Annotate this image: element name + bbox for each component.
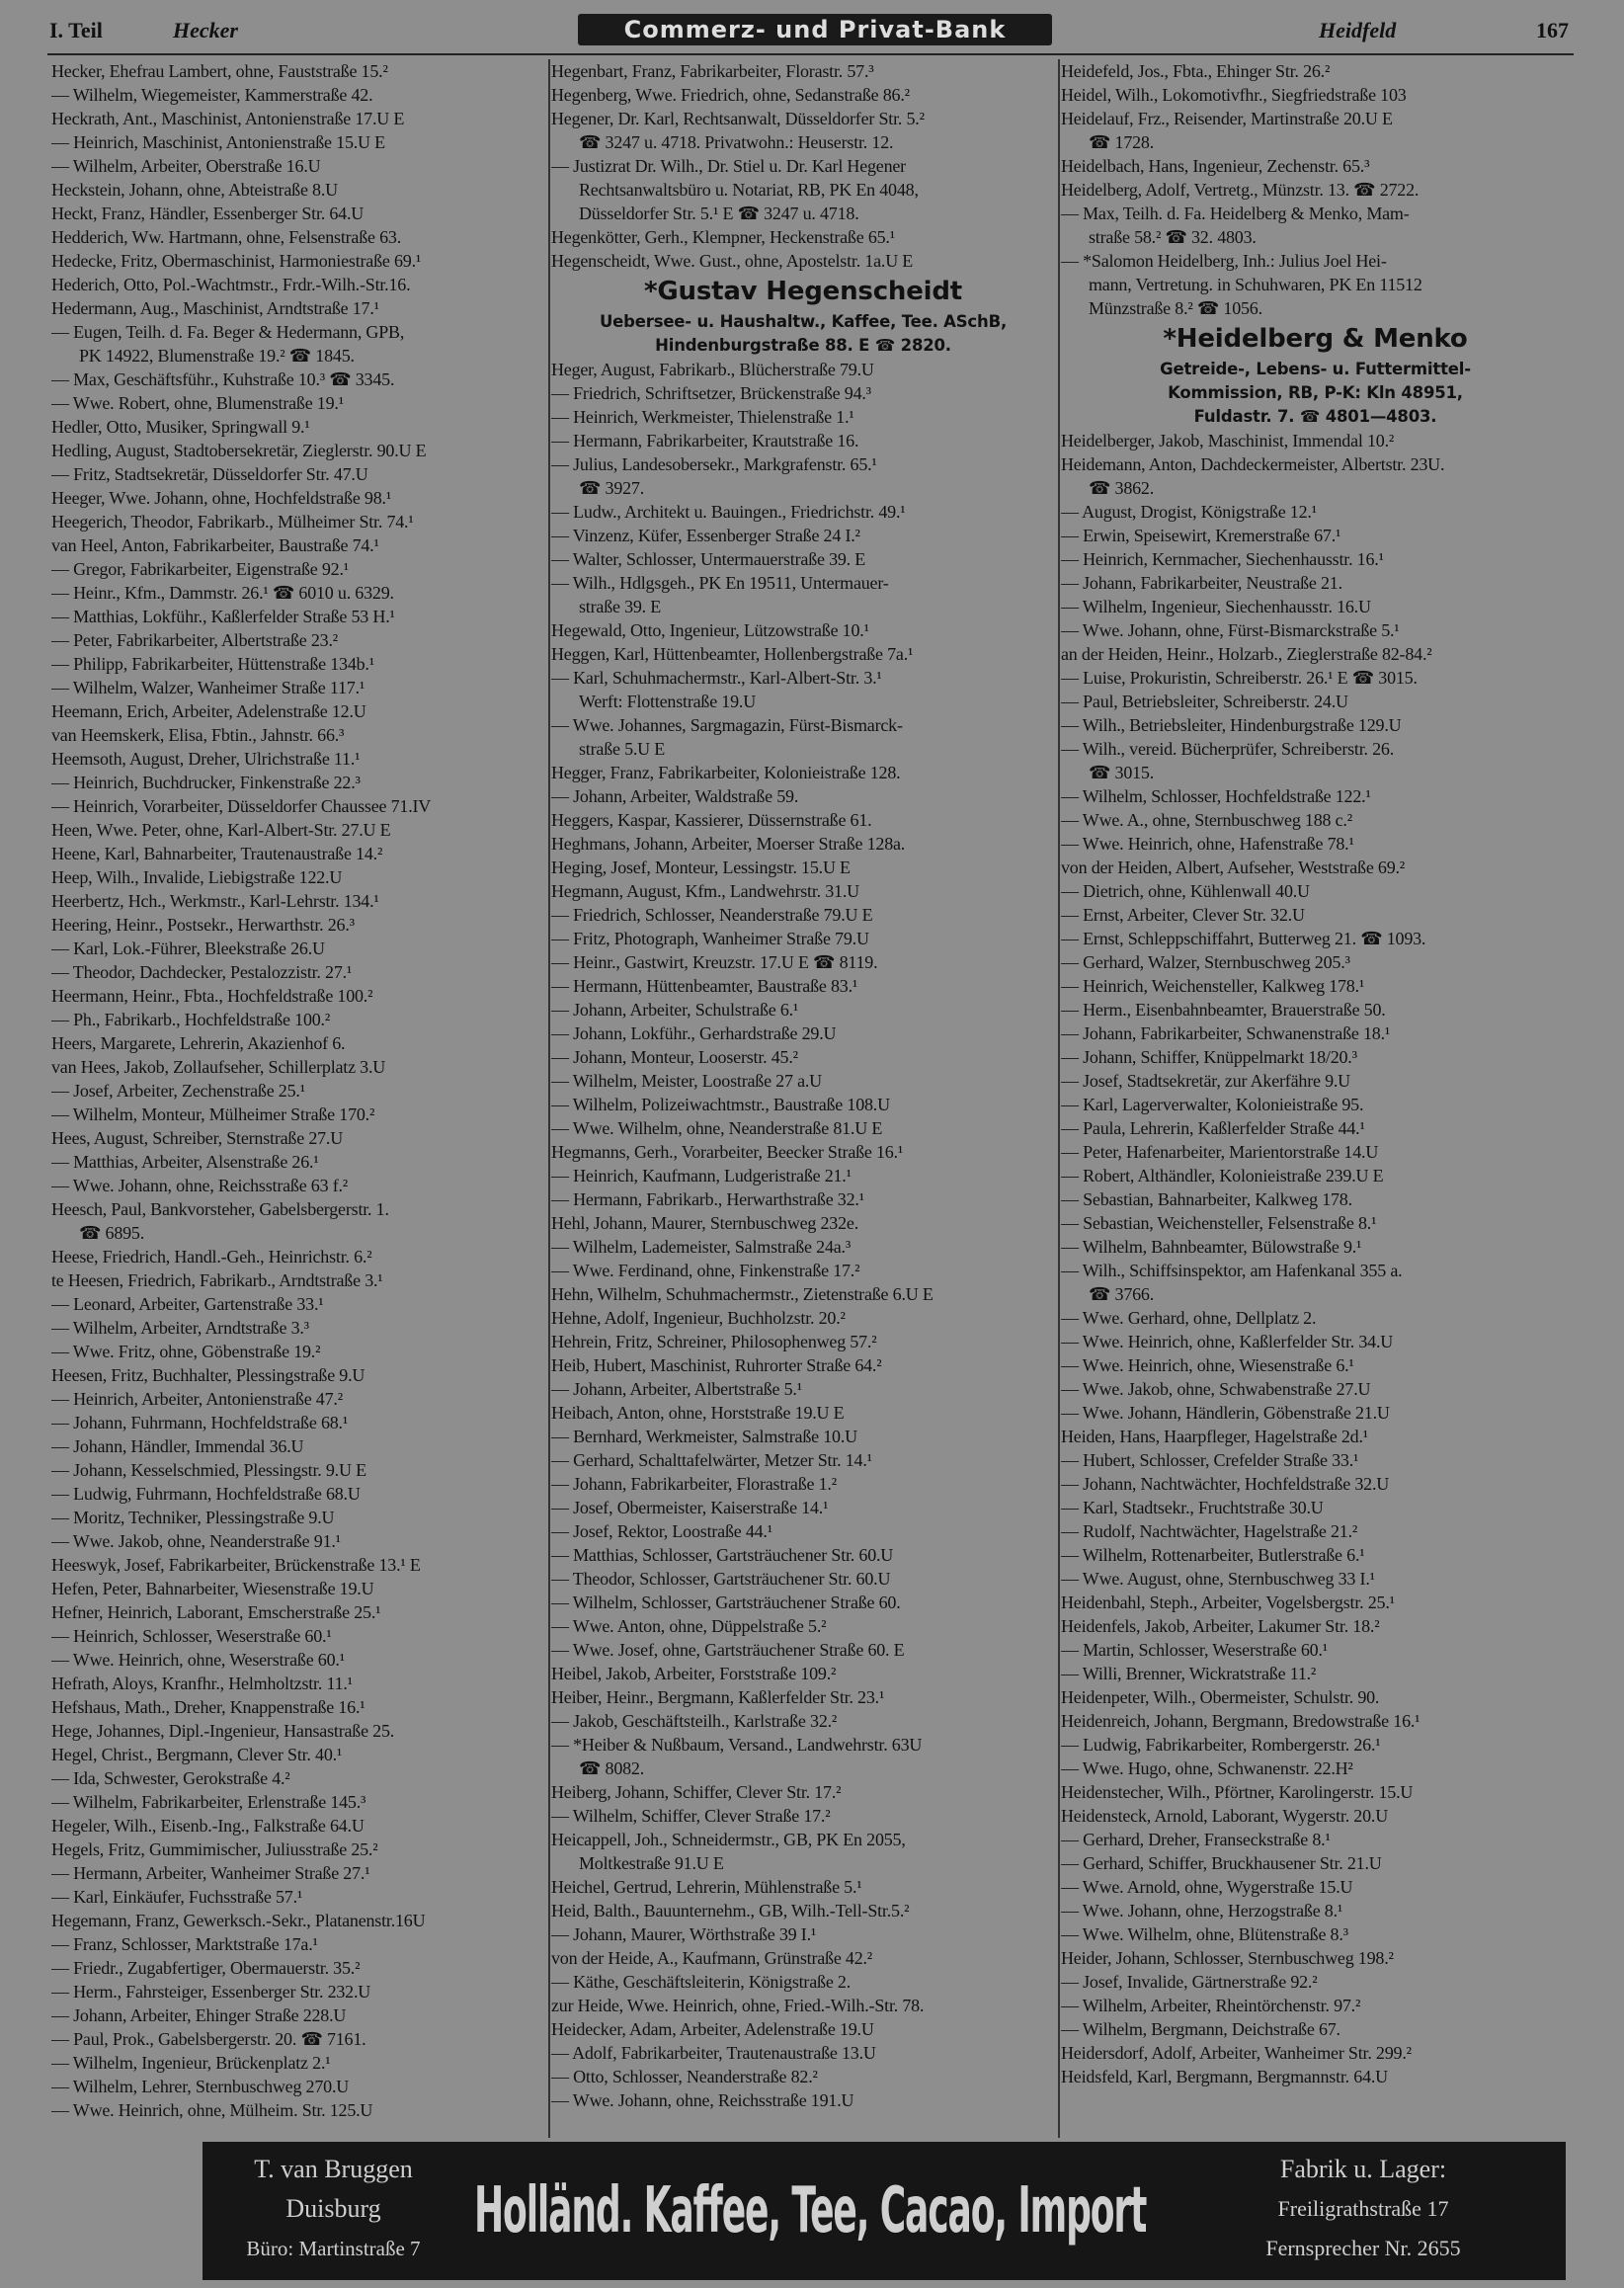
directory-entry: straße 5.U E (579, 739, 666, 759)
directory-entry: — Wwe. Heinrich, ohne, Wiesenstraße 6.¹ (1061, 1355, 1354, 1375)
footer-advertisement (203, 2142, 1566, 2280)
directory-entry: Heesch, Paul, Bankvorsteher, Gabelsbergerstr. 1. (51, 1199, 389, 1219)
directory-entry: Heering, Heinr., Postsekr., Herwarthstr. 26.³ (51, 915, 355, 935)
directory-entry: Hehn, Wilhelm, Schuhmachermstr., Zietenstraße 6.U E (551, 1284, 934, 1304)
ad-factory-block (1166, 2150, 1561, 2268)
directory-entry: — Ludwig, Fuhrmann, Hochfeldstraße 68.U (51, 1484, 361, 1504)
directory-entry: Hegels, Fritz, Gummimischer, Juliusstraße 25.² (51, 1839, 378, 1859)
directory-entry: — Otto, Schlosser, Neanderstraße 82.² (551, 2067, 818, 2086)
directory-entry: Hees, August, Schreiber, Sternstraße 27.U (51, 1128, 344, 1148)
directory-entry: — Dietrich, ohne, Kühlenwall 40.U (1061, 881, 1310, 901)
directory-entry: — Ludw., Architekt u. Bauingen., Friedrichstr. 49.¹ (551, 502, 906, 522)
directory-entry: Münzstraße 8.² ☎ 1056. (1089, 298, 1262, 318)
directory-entry: Heidelberg, Adolf, Vertretg., Münzstr. 13. ☎ 2722. (1061, 180, 1420, 200)
directory-entry: — Herm., Fahrsteiger, Essenberger Str. 232.U (51, 1982, 371, 2002)
directory-entry: Heemann, Erich, Arbeiter, Adelenstraße 12.U (51, 701, 366, 721)
directory-entry: Hehl, Johann, Maurer, Sternbuschweg 232e. (551, 1213, 859, 1233)
directory-entry: — Theodor, Schlosser, Gartsträuchener Str. 60.U (551, 1569, 891, 1589)
directory-entry: — Josef, Obermeister, Kaiserstraße 14.¹ (551, 1498, 829, 1517)
directory-entry: — Wwe. Gerhard, ohne, Dellplatz 2. (1061, 1308, 1317, 1328)
directory-entry: Heidenpeter, Wilh., Obermeister, Schulstr. 90. (1061, 1687, 1380, 1707)
directory-entry: ☎ 3862. (1089, 478, 1155, 498)
directory-entry: — Wilhelm, Bergmann, Deichstraße 67. (1061, 2019, 1340, 2039)
directory-entry: — Max, Geschäftsführ., Kuhstraße 10.³ ☎ 3345. (51, 369, 395, 389)
directory-entry: van Heel, Anton, Fabrikarbeiter, Baustraße 74.¹ (51, 535, 379, 555)
directory-entry: — Sebastian, Bahnarbeiter, Kalkweg 178. (1061, 1189, 1352, 1209)
directory-entry: — Wilhelm, Lehrer, Sternbuschweg 270.U (51, 2077, 350, 2096)
directory-entry: — Johann, Arbeiter, Albertstraße 5.¹ (551, 1379, 802, 1399)
directory-entry: — Wilhelm, Schiffer, Clever Straße 17.² (551, 1806, 831, 1826)
directory-entry: Hegemann, Franz, Gewerksch.-Sekr., Platanenstr.16U (51, 1911, 426, 1930)
directory-entry: — Fritz, Photograph, Wanheimer Straße 79.U (551, 929, 869, 948)
directory-entry: — Wwe. Jakob, ohne, Neanderstraße 91.¹ (51, 1531, 341, 1551)
directory-entry: Hefner, Heinrich, Laborant, Emscherstraße 25.¹ (51, 1602, 381, 1622)
directory-entry: Uebersee- u. Haushaltw., Kaffee, Tee. ASchB, (599, 312, 1008, 331)
directory-entry: Heemsoth, August, Dreher, Ulrichstraße 11.¹ (51, 749, 361, 769)
directory-entry: — Heinrich, Kaufmann, Ludgeristraße 21.¹ (551, 1166, 852, 1185)
directory-entry: — Josef, Stadtsekretär, zur Akerfähre 9.U (1061, 1071, 1350, 1091)
directory-entry: — Hermann, Fabrikarbeiter, Krautstraße 16. (551, 431, 859, 450)
directory-entry: — Paul, Betriebsleiter, Schreiberstr. 24.U (1061, 692, 1348, 711)
directory-entry: — Johann, Händler, Immendal 36.U (51, 1436, 304, 1456)
directory-entry: — Walter, Schlosser, Untermauerstraße 39. E (551, 549, 866, 569)
directory-entry: Hege, Johannes, Dipl.-Ingenieur, Hansastraße 25. (51, 1721, 395, 1741)
directory-entry: Heidefeld, Jos., Fbta., Ehinger Str. 26.² (1061, 61, 1331, 81)
column-left (51, 59, 545, 2138)
directory-entry: Hedler, Otto, Musiker, Springwall 9.¹ (51, 417, 310, 437)
directory-entry: — Heinr., Kfm., Dammstr. 26.¹ ☎ 6010 u. 6329. (51, 583, 394, 603)
directory-entry: — Ph., Fabrikarb., Hochfeldstraße 100.² (51, 1010, 331, 1029)
directory-entry: — Wilhelm, Arbeiter, Oberstraße 16.U (51, 156, 321, 176)
directory-entry: — Gerhard, Schiffer, Bruckhausener Str. 21.U (1061, 1853, 1382, 1873)
directory-entry: Hecker, Ehefrau Lambert, ohne, Fauststraße 15.² (51, 61, 388, 81)
directory-entry: — Ida, Schwester, Gerokstraße 4.² (51, 1768, 290, 1788)
directory-entry: — Bernhard, Werkmeister, Salmstraße 10.U (551, 1427, 857, 1446)
directory-entry: — Johann, Fuhrmann, Hochfeldstraße 68.¹ (51, 1413, 349, 1432)
directory-entry: Hegger, Franz, Fabrikarbeiter, Kolonieistraße 128. (551, 763, 901, 782)
column-divider (1058, 59, 1060, 2138)
directory-entry: — Heinrich, Kernmacher, Siechenhausstr. 16.¹ (1061, 549, 1384, 569)
directory-entry: — Heinrich, Maschinist, Antonienstraße 15.U E (51, 132, 385, 152)
directory-entry: — Wilhelm, Bahnbeamter, Bülowstraße 9.¹ (1061, 1237, 1362, 1257)
directory-entry: Heger, August, Fabrikarb., Blücherstraße 79.U (551, 360, 874, 379)
directory-entry: ☎ 3015. (1089, 763, 1155, 782)
directory-entry: — Philipp, Fabrikarbeiter, Hüttenstraße 134b.¹ (51, 654, 374, 674)
directory-entry: — Friedrich, Schriftsetzer, Brückenstraße 94.³ (551, 383, 871, 403)
advertiser-heading: *Gustav Hegenscheidt (643, 277, 963, 306)
directory-entry: — Hubert, Schlosser, Crefelder Straße 33.¹ (1061, 1450, 1359, 1470)
directory-entry: — Gerhard, Schalttafelwärter, Metzer Str. 14.¹ (551, 1450, 872, 1470)
directory-entry: — Käthe, Geschäftsleiterin, Königstraße 2. (551, 1972, 852, 1992)
directory-entry: — Karl, Stadtsekr., Fruchtstraße 30.U (1061, 1498, 1324, 1517)
directory-entry: an der Heiden, Heinr., Holzarb., Zieglerstraße 82-84.² (1061, 644, 1432, 664)
directory-entry: — Wwe. Robert, ohne, Blumenstraße 19.¹ (51, 393, 344, 413)
part-label: I. Teil (49, 18, 103, 42)
directory-entry: — *Heiber & Nußbaum, Versand., Landwehrstr. 63U (551, 1735, 923, 1755)
directory-entry: Hegeler, Wilh., Eisenb.-Ing., Falkstraße 64.U (51, 1816, 365, 1836)
directory-entry: — Jakob, Geschäftsteilh., Karlstraße 32.² (551, 1711, 838, 1731)
directory-entry: — Wilhelm, Fabrikarbeiter, Erlenstraße 145.³ (51, 1792, 366, 1812)
directory-entry: — Gerhard, Walzer, Sternbuschweg 205.³ (1061, 952, 1350, 972)
directory-entry: Hegewald, Otto, Ingenieur, Lützowstraße 10.¹ (551, 620, 869, 640)
directory-entry: — Vinzenz, Küfer, Essenberger Straße 24 I.² (551, 526, 860, 545)
directory-entry: von der Heiden, Albert, Aufseher, Weststraße 69.² (1061, 858, 1406, 877)
directory-entry: — Matthias, Lokführ., Kaßlerfelder Straße 53 H.¹ (51, 607, 395, 626)
directory-entry: — Robert, Althändler, Kolonieistraße 239.U E (1061, 1166, 1384, 1185)
directory-entry: — Ernst, Schleppschiffahrt, Butterweg 21. ☎ 1093. (1061, 929, 1426, 948)
ad-factory-address: Freiligrathstraße 17 (1277, 2196, 1449, 2221)
directory-entry: Heidelberger, Jakob, Maschinist, Immendal 10.² (1061, 431, 1395, 450)
directory-entry: ☎ 3766. (1089, 1284, 1155, 1304)
directory-entry: Heib, Hubert, Maschinist, Ruhrorter Straße 64.² (551, 1355, 882, 1375)
directory-entry: Heidel, Wilh., Lokomotivfhr., Siegfriedstraße 103 (1061, 85, 1407, 105)
directory-entry: — Johann, Monteur, Looserstr. 45.² (551, 1047, 798, 1067)
directory-entry: — Matthias, Schlosser, Gartsträuchener Str. 60.U (551, 1545, 894, 1565)
directory-entry: — Heinrich, Vorarbeiter, Düsseldorfer Chaussee 71.IV (51, 796, 432, 816)
directory-entry: — Karl, Lok.-Führer, Bleekstraße 26.U (51, 939, 325, 958)
directory-entry: — Eugen, Teilh. d. Fa. Beger & Hedermann, GPB, (51, 322, 405, 342)
directory-entry: — August, Drogist, Königstraße 12.¹ (1061, 502, 1317, 522)
directory-entry: Heidenstecher, Wilh., Pförtner, Karolingerstr. 15.U (1061, 1782, 1414, 1802)
directory-entry: — Heinrich, Arbeiter, Antonienstraße 47.² (51, 1389, 343, 1409)
directory-entry: Heider, Johann, Schlosser, Sternbuschweg 198.² (1061, 1948, 1394, 1968)
directory-entry: Hefshaus, Math., Dreher, Knappenstraße 16.¹ (51, 1697, 365, 1717)
directory-entry: Heeswyk, Josef, Fabrikarbeiter, Brückenstraße 13.¹ E (51, 1555, 421, 1575)
directory-entry: Heging, Josef, Monteur, Lessingstr. 15.U E (551, 858, 851, 877)
directory-entry: — Julius, Landesobersekr., Markgrafenstr. 65.¹ (551, 454, 877, 474)
directory-entry: van Heemskerk, Elisa, Fbtin., Jahnstr. 66.³ (51, 725, 345, 745)
directory-entry: — Wilhelm, Ingenieur, Brückenplatz 2.¹ (51, 2053, 331, 2073)
directory-entry: — Wwe. Anton, ohne, Düppelstraße 5.² (551, 1616, 827, 1636)
directory-entry: Hedecke, Fritz, Obermaschinist, Harmoniestraße 69.¹ (51, 251, 422, 271)
directory-entry: — Wilhelm, Schlosser, Gartsträuchener Straße 60. (551, 1593, 901, 1612)
directory-entry: — Wilh., Schiffsinspektor, am Hafenkanal 355 a. (1061, 1261, 1403, 1280)
directory-entry: — Ernst, Arbeiter, Clever Str. 32.U (1061, 905, 1305, 925)
directory-entry: — Johann, Fabrikarbeiter, Florastraße 1.² (551, 1474, 837, 1494)
directory-entry: Heese, Friedrich, Handl.-Geh., Heinrichstr. 6.² (51, 1247, 372, 1267)
directory-entry: Hederich, Otto, Pol.-Wachtmstr., Frdr.-Wilh.-Str.16. (51, 275, 411, 294)
directory-entry: — Wilhelm, Wiegemeister, Kammerstraße 42. (51, 85, 373, 105)
directory-entry: — Heinrich, Weichensteller, Kalkweg 178.¹ (1061, 976, 1365, 996)
directory-entry: — Heinrich, Werkmeister, Thielenstraße 1.¹ (551, 407, 854, 427)
ad-slogan: Holländ. Kaffee, Tee, Cacao, Import (474, 2174, 1147, 2247)
directory-entry: Heicappell, Joh., Schneidermstr., GB, PK En 2055, (551, 1830, 906, 1849)
directory-entry: — Johann, Arbeiter, Ehinger Straße 228.U (51, 2005, 347, 2025)
directory-entry: — Hermann, Arbeiter, Wanheimer Straße 27.¹ (51, 1863, 370, 1883)
directory-entry: Hegenkötter, Gerh., Klempner, Heckenstraße 65.¹ (551, 227, 895, 247)
directory-entry: — Karl, Schuhmachermstr., Karl-Albert-Str. 3.¹ (551, 668, 882, 688)
directory-entry: — Wilh., Hdlgsgeh., PK En 19511, Untermauer- (551, 573, 889, 593)
directory-entry: Heidelbach, Hans, Ingenieur, Zechenstr. 65.³ (1061, 156, 1370, 176)
directory-entry: Heidenbahl, Steph., Arbeiter, Vogelsbergstr. 25.¹ (1061, 1593, 1395, 1612)
ad-phone: Fernsprecher Nr. 2655 (1265, 2236, 1461, 2260)
directory-entry: — Wwe. Josef, ohne, Gartsträuchener Straße 60. E (551, 1640, 905, 1660)
directory-entry: — Martin, Schlosser, Weserstraße 60.¹ (1061, 1640, 1328, 1660)
directory-entry: Heers, Margarete, Lehrerin, Akazienhof 6. (51, 1033, 346, 1053)
directory-entry: — Justizrat Dr. Wilh., Dr. Stiel u. Dr. Karl Hegener (551, 156, 906, 176)
directory-entry: Hegenscheidt, Wwe. Gust., ohne, Apostelstr. 1a.U E (551, 251, 914, 271)
directory-entry: van Hees, Jakob, Zollaufseher, Schillerplatz 3.U (51, 1057, 386, 1077)
directory-entry: — Gerhard, Dreher, Franseckstraße 8.¹ (1061, 1830, 1331, 1849)
directory-entry: Hefen, Peter, Bahnarbeiter, Wiesenstraße 19.U (51, 1579, 374, 1598)
directory-entry: — Erwin, Speisewirt, Kremerstraße 67.¹ (1061, 526, 1341, 545)
directory-entry: — Heinrich, Schlosser, Weserstraße 60.¹ (51, 1626, 332, 1646)
directory-entry: — Johann, Fabrikarbeiter, Neustraße 21. (1061, 573, 1342, 593)
directory-entry: — Gregor, Fabrikarbeiter, Eigenstraße 92.¹ (51, 559, 349, 579)
directory-entry: Heichel, Gertrud, Lehrerin, Mühlenstraße 5.¹ (551, 1877, 862, 1897)
directory-entry: — Wilhelm, Monteur, Mülheimer Straße 170.² (51, 1104, 375, 1124)
directory-entry: Heibach, Anton, ohne, Horststraße 19.U E (551, 1403, 845, 1423)
directory-entry: — Wwe. Johann, ohne, Reichsstraße 63 f.² (51, 1176, 348, 1195)
directory-entry: Heidecker, Adam, Arbeiter, Adelenstraße 19.U (551, 2019, 874, 2039)
directory-entry: — Herm., Eisenbahnbeamter, Brauerstraße 50. (1061, 1000, 1386, 1020)
directory-entry: — Peter, Fabrikarbeiter, Albertstraße 23.² (51, 630, 338, 650)
directory-entry: Heegerich, Theodor, Fabrikarb., Mülheimer Str. 74.¹ (51, 512, 414, 531)
bank-banner: Commerz- und Privat-Bank (578, 14, 1052, 45)
directory-entry: — Wwe. Johann, ohne, Reichsstraße 191.U (551, 2090, 854, 2110)
directory-entry: Düsseldorfer Str. 5.¹ E ☎ 3247 u. 4718. (579, 204, 859, 223)
directory-entry: — Paula, Lehrerin, Kaßlerfelder Straße 44.¹ (1061, 1118, 1365, 1138)
directory-entry: — Heinrich, Buchdrucker, Finkenstraße 22.³ (51, 773, 361, 792)
column-right (1061, 59, 1570, 2138)
directory-entry: — *Salomon Heidelberg, Inh.: Julius Joel Hei- (1061, 251, 1387, 271)
directory-entry: — Wwe. Johann, Händlerin, Göbenstraße 21.U (1061, 1403, 1390, 1423)
directory-entry: — Max, Teilh. d. Fa. Heidelberg & Menko, Mam- (1061, 204, 1410, 223)
directory-entry: — Johann, Schiffer, Knüppelmarkt 18/20.³ (1061, 1047, 1357, 1067)
directory-entry: straße 39. E (579, 597, 662, 616)
directory-entry: Heen, Wwe. Peter, ohne, Karl-Albert-Str. 27.U E (51, 820, 391, 840)
directory-entry: — Adolf, Fabrikarbeiter, Trautenaustraße 13.U (551, 2043, 876, 2063)
directory-entry: — Wilh., Betriebsleiter, Hindenburgstraße 129.U (1061, 715, 1402, 735)
directory-entry: Heckstein, Johann, ohne, Abteistraße 8.U (51, 180, 338, 200)
directory-entry: Hegmann, August, Kfm., Landwehrstr. 31.U (551, 881, 859, 901)
directory-entry: Hegel, Christ., Bergmann, Clever Str. 40.¹ (51, 1745, 343, 1764)
directory-entry: — Wilhelm, Ingenieur, Siechenhausstr. 16.U (1061, 597, 1371, 616)
directory-entry: ☎ 3247 u. 4718. Privatwohn.: Heuserstr. 12. (579, 132, 894, 152)
directory-entry: Heid, Balth., Bauunternehm., GB, Wilh.-Tell-Str.5.² (551, 1901, 910, 1920)
directory-entry: Fuldastr. 7. ☎ 4801—4803. (1193, 407, 1437, 426)
directory-entry: Getreide-, Lebens- u. Futtermittel- (1160, 360, 1471, 378)
header-rule (47, 53, 1574, 55)
directory-entry: — Willi, Brenner, Wickratstraße 11.² (1061, 1664, 1317, 1683)
directory-entry: — Johann, Fabrikarbeiter, Schwanenstraße 18.¹ (1061, 1023, 1391, 1043)
directory-entry: Heidelauf, Frz., Reisender, Martinstraße 20.U E (1061, 109, 1393, 128)
advertiser-heading: *Heidelberg & Menko (1163, 324, 1468, 354)
directory-entry: Heiden, Hans, Haarpfleger, Hagelstraße 2d.¹ (1061, 1427, 1368, 1446)
directory-entry: — Wwe. Wilhelm, ohne, Neanderstraße 81.U E (551, 1118, 883, 1138)
directory-entry: — Johann, Nachtwächter, Hochfeldstraße 32.U (1061, 1474, 1390, 1494)
directory-entry: — Wwe. Ferdinand, ohne, Finkenstraße 17.² (551, 1261, 860, 1280)
directory-entry: — Wwe. Wilhelm, ohne, Blütenstraße 8.³ (1061, 1924, 1348, 1944)
directory-entry: — Franz, Schlosser, Marktstraße 17a.¹ (51, 1934, 318, 1954)
directory-entry: — Wilhelm, Rottenarbeiter, Butlerstraße 6.¹ (1061, 1545, 1365, 1565)
directory-entry: — Wwe. Johann, ohne, Fürst-Bismarckstraße 5.¹ (1061, 620, 1400, 640)
directory-entry: ☎ 6895. (79, 1223, 145, 1243)
directory-entry: — Leonard, Arbeiter, Gartenstraße 33.¹ (51, 1294, 324, 1314)
directory-entry: — Wilhelm, Schlosser, Hochfeldstraße 122.¹ (1061, 786, 1371, 806)
directory-entry: — Theodor, Dachdecker, Pestalozzistr. 27.¹ (51, 962, 353, 982)
directory-entry: — Matthias, Arbeiter, Alsenstraße 26.¹ (51, 1152, 319, 1172)
directory-entry: Hefrath, Aloys, Kranfhr., Helmholtzstr. 11.¹ (51, 1674, 353, 1693)
directory-entry: — Wilhelm, Lademeister, Salmstraße 24a.³ (551, 1237, 852, 1257)
directory-entry: Heiber, Heinr., Bergmann, Kaßlerfelder Str. 23.¹ (551, 1687, 885, 1707)
directory-entry: Heidensteck, Arnold, Laborant, Wygerstr. 20.U (1061, 1806, 1389, 1826)
directory-entry: — Wilhelm, Polizeiwachtmstr., Baustraße 108.U (551, 1095, 890, 1114)
page-number: 167 (1536, 18, 1569, 42)
directory-entry: — Wwe. A., ohne, Sternbuschweg 188 c.² (1061, 810, 1352, 830)
directory-entry: — Josef, Arbeiter, Zechenstraße 25.¹ (51, 1081, 305, 1101)
directory-entry: — Hermann, Hüttenbeamter, Baustraße 83.¹ (551, 976, 858, 996)
directory-entry: — Moritz, Techniker, Plessingstraße 9.U (51, 1508, 335, 1527)
column-divider (548, 59, 550, 2138)
directory-entry: Hehne, Adolf, Ingenieur, Buchholzstr. 20.² (551, 1308, 846, 1328)
directory-entry: von der Heide, A., Kaufmann, Grünstraße 42.² (551, 1948, 873, 1968)
directory-entry: — Josef, Invalide, Gärtnerstraße 92.² (1061, 1972, 1318, 1992)
directory-entry: Heene, Karl, Bahnarbeiter, Trautenaustraße 14.² (51, 844, 383, 863)
directory-entry: — Wwe. Arnold, ohne, Wygerstraße 15.U (1061, 1877, 1353, 1897)
directory-entry: — Karl, Lagerverwalter, Kolonieistraße 95. (1061, 1095, 1364, 1114)
directory-entry: — Wilhelm, Walzer, Wanheimer Straße 117.¹ (51, 678, 365, 697)
directory-entry: Kommission, RB, P-K: Kln 48951, (1168, 383, 1463, 402)
last-entry-keyword: Heidfeld (1319, 18, 1397, 42)
directory-entry: Hegenbart, Franz, Fabrikarbeiter, Florastr. 57.³ (551, 61, 874, 81)
directory-entry: — Karl, Einkäufer, Fuchsstraße 57.¹ (51, 1887, 303, 1907)
directory-entry: — Hermann, Fabrikarb., Herwarthstraße 32.¹ (551, 1189, 864, 1209)
directory-entry: — Paul, Prok., Gabelsbergerstr. 20. ☎ 7161. (51, 2029, 366, 2049)
directory-entry: Heggen, Karl, Hüttenbeamter, Hollenbergstraße 7a.¹ (551, 644, 914, 664)
directory-entry: — Wwe. Johann, ohne, Herzogstraße 8.¹ (1061, 1901, 1343, 1920)
directory-entry: ☎ 8082. (579, 1758, 645, 1778)
directory-entry: — Heinr., Gastwirt, Kreuzstr. 17.U E ☎ 8119. (551, 952, 878, 972)
directory-entry: — Johann, Maurer, Wörthstraße 39 I.¹ (551, 1924, 817, 1944)
directory-entry: zur Heide, Wwe. Heinrich, ohne, Fried.-Wilh.-Str. 78. (551, 1996, 925, 2015)
directory-entry: — Wwe. August, ohne, Sternbuschweg 33 I.¹ (1061, 1569, 1375, 1589)
directory-entry: — Sebastian, Weichensteller, Felsenstraße 8.¹ (1061, 1213, 1377, 1233)
directory-entry: Heermann, Heinr., Fbta., Hochfeldstraße 100.² (51, 986, 373, 1006)
directory-entry: — Ludwig, Fabrikarbeiter, Rombergerstr. 26.¹ (1061, 1735, 1381, 1755)
first-entry-keyword: Hecker (173, 18, 238, 42)
directory-entry: — Wwe. Heinrich, ohne, Mülheim. Str. 125.U (51, 2100, 373, 2120)
column-middle (551, 59, 1055, 2138)
directory-entry: — Peter, Hafenarbeiter, Marientorstraße 14.U (1061, 1142, 1379, 1162)
directory-entry: Heidemann, Anton, Dachdeckermeister, Albertstr. 23U. (1061, 454, 1445, 474)
directory-entry: Heesen, Fritz, Buchhalter, Plessingstraße 9.U (51, 1365, 365, 1385)
directory-entry: Heckrath, Ant., Maschinist, Antonienstraße 17.U E (51, 109, 405, 128)
directory-entry: Hehrein, Fritz, Schreiner, Philosophenweg 57.² (551, 1332, 877, 1351)
directory-entry: — Wwe. Heinrich, ohne, Hafenstraße 78.¹ (1061, 834, 1354, 854)
ad-company-block (203, 2150, 464, 2268)
directory-entry: — Wwe. Heinrich, ohne, Kaßlerfelder Str. 34.U (1061, 1332, 1394, 1351)
directory-entry: — Friedr., Zugabfertiger, Obermauerstr. 35.² (51, 1958, 361, 1978)
directory-entry: straße 58.² ☎ 32. 4803. (1089, 227, 1257, 247)
directory-entry: mann, Vertretung. in Schuhwaren, PK En 11512 (1089, 275, 1422, 294)
directory-entry: Hedderich, Ww. Hartmann, ohne, Felsenstraße 63. (51, 227, 401, 247)
directory-entry: — Johann, Lokführ., Gerhardstraße 29.U (551, 1023, 837, 1043)
directory-entry: — Fritz, Stadtsekretär, Düsseldorfer Str. 47.U (51, 464, 368, 484)
directory-entry: Hegmanns, Gerh., Vorarbeiter, Beecker Straße 16.¹ (551, 1142, 904, 1162)
ad-city: Duisburg (285, 2194, 381, 2223)
directory-entry: Heckt, Franz, Händler, Essenberger Str. 64.U (51, 204, 365, 223)
ad-company: T. van Bruggen (254, 2155, 413, 2183)
directory-entry: Heibel, Jakob, Arbeiter, Forststraße 109.² (551, 1664, 837, 1683)
directory-entry: Rechtsanwaltsbüro u. Notariat, RB, PK En 4048, (579, 180, 919, 200)
directory-entry: Heep, Wilh., Invalide, Liebigstraße 122.U (51, 867, 343, 887)
directory-entry: Werft: Flottenstraße 19.U (579, 692, 757, 711)
directory-entry: — Luise, Prokuristin, Schreiberstr. 26.¹ E ☎ 3015. (1061, 668, 1418, 688)
directory-entry: Heghmans, Johann, Arbeiter, Moerser Straße 128a. (551, 834, 906, 854)
directory-entry: — Wwe. Jakob, ohne, Schwabenstraße 27.U (1061, 1379, 1371, 1399)
directory-entry: Heidenreich, Johann, Bergmann, Bredowstraße 16.¹ (1061, 1711, 1421, 1731)
directory-entry: — Friedrich, Schlosser, Neanderstraße 79.U E (551, 905, 873, 925)
directory-entry: — Rudolf, Nachtwächter, Hagelstraße 21.² (1061, 1521, 1358, 1541)
directory-entry: ☎ 1728. (1089, 132, 1155, 152)
directory-entry: — Johann, Arbeiter, Schulstraße 6.¹ (551, 1000, 799, 1020)
directory-entry: — Josef, Rektor, Loostraße 44.¹ (551, 1521, 772, 1541)
directory-entry: te Heesen, Friedrich, Fabrikarb., Arndtstraße 3.¹ (51, 1270, 383, 1290)
directory-entry: Hegener, Dr. Karl, Rechtsanwalt, Düsseldorfer Str. 5.² (551, 109, 925, 128)
directory-entry: — Johann, Kesselschmied, Plessingstr. 9.U E (51, 1460, 366, 1480)
ad-office: Büro: Martinstraße 7 (246, 2237, 421, 2260)
directory-entry: ☎ 3927. (579, 478, 645, 498)
directory-entry: — Wilhelm, Arbeiter, Rheintörchenstr. 97.² (1061, 1996, 1361, 2015)
directory-entry: Hedermann, Aug., Maschinist, Arndtstraße 17.¹ (51, 298, 379, 318)
directory-entry: PK 14922, Blumenstraße 19.² ☎ 1845. (79, 346, 355, 366)
directory-entry: Hegenberg, Wwe. Friedrich, ohne, Sedanstraße 86.² (551, 85, 910, 105)
directory-entry: Heidenfels, Jakob, Arbeiter, Lakumer Str. 18.² (1061, 1616, 1380, 1636)
directory-entry: Heggers, Kaspar, Kassierer, Düssernstraße 61. (551, 810, 872, 830)
directory-entry: — Wilhelm, Arbeiter, Arndtstraße 3.³ (51, 1318, 309, 1338)
directory-entry: Hedling, August, Stadtobersekretär, Zieglerstr. 90.U E (51, 441, 427, 460)
directory-entry: Heeger, Wwe. Johann, ohne, Hochfeldstraße 98.¹ (51, 488, 392, 508)
directory-entry: Heiberg, Johann, Schiffer, Clever Str. 17.² (551, 1782, 842, 1802)
directory-entry: — Wwe. Hugo, ohne, Schwanenstr. 22.H² (1061, 1758, 1353, 1778)
directory-entry: — Wwe. Fritz, ohne, Göbenstraße 19.² (51, 1342, 321, 1361)
directory-entry: — Wilhelm, Meister, Loostraße 27 a.U (551, 1071, 822, 1091)
directory-entry: — Johann, Arbeiter, Waldstraße 59. (551, 786, 799, 806)
directory-entry: Moltkestraße 91.U E (579, 1853, 724, 1873)
directory-entry: — Wwe. Heinrich, ohne, Weserstraße 60.¹ (51, 1650, 345, 1670)
directory-entry: Heerbertz, Hch., Werkmstr., Karl-Lehrstr. 134.¹ (51, 891, 379, 911)
directory-entry: — Wilh., vereid. Bücherprüfer, Schreiberstr. 26. (1061, 739, 1395, 759)
directory-entry: Hindenburgstraße 88. E ☎ 2820. (655, 336, 951, 355)
ad-factory-label: Fabrik u. Lager: (1279, 2155, 1447, 2183)
directory-entry: Heidsfeld, Karl, Bergmann, Bergmannstr. 64.U (1061, 2067, 1388, 2086)
directory-entry: — Wwe. Johannes, Sargmagazin, Fürst-Bismarck- (551, 715, 903, 735)
directory-entry: Heidersdorf, Adolf, Arbeiter, Wanheimer Str. 299.² (1061, 2043, 1412, 2063)
